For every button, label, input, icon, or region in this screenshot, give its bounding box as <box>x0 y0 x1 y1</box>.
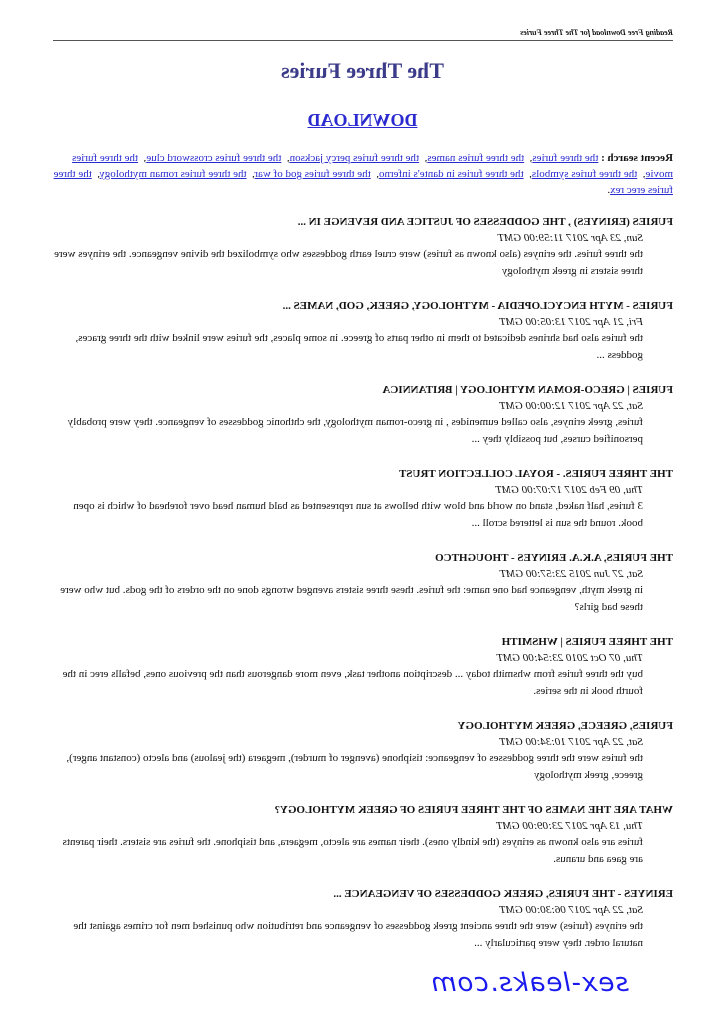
result-date: Thu, 09 Feb 2017 17:07:00 GMT <box>495 484 643 496</box>
result-snippet: 3 furies, half naked, stand on world and blow with bellows at sun represented as bald human head over forehead of which is open book. round the sun is lettered scroll ... <box>73 500 643 529</box>
result-title[interactable]: THE FURIES, A.K.A. ERINYES - THOUGHTCO <box>435 552 673 564</box>
result-date: Sat, 27 Jun 2015 23:57:00 GMT <box>500 568 643 580</box>
result-item <box>53 467 673 551</box>
watermark-text: sex-leaks.com <box>430 968 629 998</box>
recent-search: Recent search : the three furies, the three furies names, the three furies percy jackson, the three furies crossword clue, the three furies movie, the three furies symbols, the three furies in dante's inferno, the three furies god of war, the three furies roman mythology, the three furies erec rex. <box>53 152 673 196</box>
recent-search-link[interactable]: the three furies erec rex <box>53 168 673 196</box>
recent-search-link[interactable]: the three furies percy jackson <box>289 152 420 164</box>
result-snippet: the furies were the three goddesses of vengeance: tisiphone (avenger of murder), megaera (the jealous) and alecto (constant anger), greece, greek mythology <box>66 752 643 781</box>
download-link[interactable]: DOWNLOAD <box>307 110 418 130</box>
result-date: Sun, 23 Apr 2017 11:59:00 GMT <box>497 232 643 244</box>
running-header: Reading Free Download for The Three Furies <box>53 28 673 41</box>
result-item <box>53 719 673 803</box>
result-title[interactable]: WHAT ARE THE NAMES OF THE THREE FURIES OF GREEK MYTHOLOGY? <box>274 804 673 816</box>
result-title[interactable]: THE THREE FURIES. - ROYAL COLLECTION TRUST <box>399 468 673 480</box>
recent-search-label: Recent search : <box>601 152 673 164</box>
result-snippet: buy the three furies from whsmith today ... description another task, even more dangerous than the previous ones, befalls erec in the fourth book in the series. <box>62 668 643 697</box>
recent-search-link[interactable]: the three furies crossword clue <box>146 152 282 164</box>
result-snippet: the furies also had shrines dedicated to them in other parts of greece. in some places, the furies were linked with the three graces, goddess ... <box>75 332 643 361</box>
result-snippet: the erinyes (furies) were the three ancient greek goddesses of vengeance and retribution who punished men for crimes against the natural order. they were particularly ... <box>73 920 643 949</box>
result-item <box>53 887 673 971</box>
recent-search-link[interactable]: the three furies <box>532 152 599 164</box>
result-title[interactable]: FURIES | GRECO-ROMAN MYTHOLOGY | BRITANNICA <box>382 384 673 396</box>
result-item <box>53 215 673 299</box>
result-title[interactable]: ERINYES - THE FURIES, GREEK GODDESSES OF VENGEANCE ... <box>333 888 673 900</box>
recent-search-link[interactable]: the three furies roman mythology <box>100 168 247 180</box>
result-snippet: in greek myth, vengeance had one name: the furies. these three sisters avenged wrongs done on the orders of the gods. but who were these bad girls? <box>60 584 643 613</box>
result-date: Thu, 13 Apr 2017 23:09:00 GMT <box>496 820 643 832</box>
recent-search-link[interactable]: the three furies names <box>427 152 525 164</box>
result-title[interactable]: THE THREE FURIES | WHSMITH <box>501 636 673 648</box>
result-item <box>53 383 673 467</box>
recent-search-link[interactable]: the three furies movie <box>72 152 673 180</box>
result-snippet: the three furies. the erinyes (also known as furies) were cruel earth goddesses who symbolized the divine vengeance. the erinyes were three sisters in greek mythology <box>54 248 643 277</box>
result-title[interactable]: FURIES - MYTH ENCYCLOPEDIA - MYTHOLOGY, GREEK, GOD, NAMES ... <box>282 300 673 312</box>
result-snippet: furies are also known as erinyes (the kindly ones). their names are alecto, megaera, and tisiphone. the furies are sisters. their parents are gaea and uranus. <box>62 836 643 865</box>
result-date: Fri, 21 Apr 2017 13:05:00 GMT <box>499 316 643 328</box>
recent-search-link[interactable]: the three furies symbols <box>531 168 638 180</box>
result-item <box>53 551 673 635</box>
result-title[interactable]: FURIES (ERINYES) , THE GODDESSES OF JUSTICE AND REVENGE IN ... <box>297 216 673 228</box>
result-item <box>53 803 673 887</box>
result-date: Sat, 22 Apr 2017 12:00:00 GMT <box>499 400 643 412</box>
result-date: Sat, 22 Apr 2017 10:34:00 GMT <box>499 736 643 748</box>
page-title: The Three Furies <box>281 58 444 83</box>
result-date: Thu, 07 Oct 2010 23:54:00 GMT <box>496 652 643 664</box>
result-snippet: furies, greek erinyes, also called eumenides , in greco-roman mythology, the chthonic goddesses of vengeance. they were probably personified curses, but possibly they ... <box>67 416 643 445</box>
result-title[interactable]: FURIES, GREECE, GREEK MYTHOLOGY <box>457 720 673 732</box>
result-item <box>53 299 673 383</box>
search-results <box>53 215 673 971</box>
result-item <box>53 635 673 719</box>
recent-search-link[interactable]: the three furies god of war <box>254 168 371 180</box>
result-date: Sat, 22 Apr 2017 06:30:00 GMT <box>499 904 643 916</box>
recent-search-link[interactable]: the three furies in dante's inferno <box>378 168 524 180</box>
